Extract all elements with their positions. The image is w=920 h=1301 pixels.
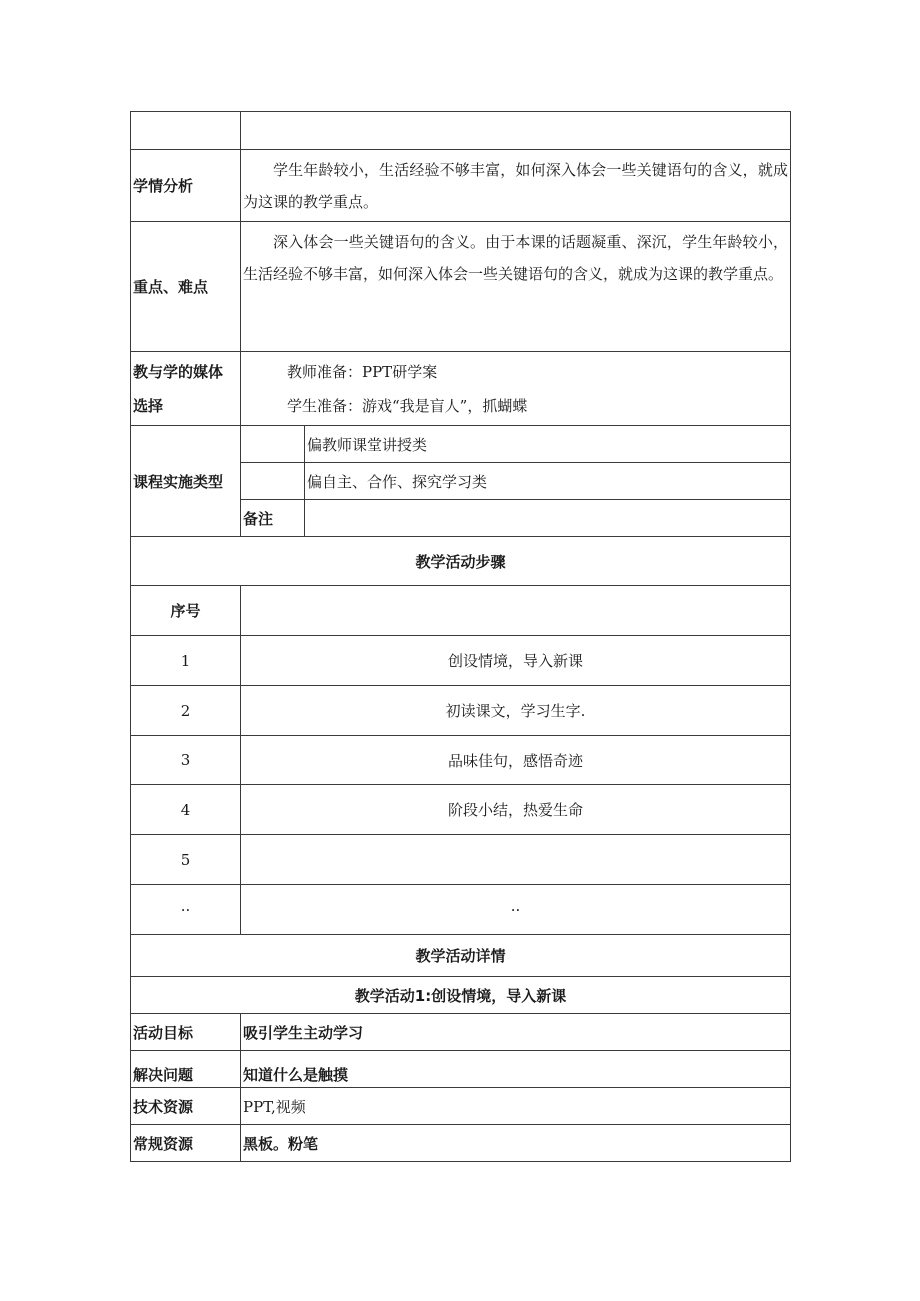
step-text: 创设情境，导入新课 [241,636,791,686]
detail-value: 黑板。粉笔 [241,1125,791,1162]
step-no: 4 [131,785,241,835]
media-teacher: 教师准备：PPT研学案 [287,362,438,381]
detail-value: 吸引学生主动学习 [241,1014,791,1051]
steps-header-content [241,586,791,636]
step-text [241,835,791,885]
media-label-line2: 选择 [133,396,164,415]
empty-top-row [131,112,791,150]
media-label-line1: 教与学的媒体 [133,362,224,381]
detail-label: 技术资源 [131,1088,241,1125]
activity-title-row [131,977,791,1014]
detail-label: 活动目标 [131,1014,241,1051]
media-content [241,352,791,426]
step-no: 1 [131,636,241,686]
step-row [131,736,791,785]
detail-row [131,1051,791,1088]
steps-title: 教学活动步骤 [131,537,791,586]
detail-row [131,1088,791,1125]
analysis-text: 学生年龄较小，生活经验不够丰富，如何深入体会一些关键语句的含义，就成为这课的教学重点。 [241,150,791,222]
course-type-option-1: 偏教师课堂讲授类 [305,426,791,463]
step-no: 3 [131,736,241,785]
key-points-row [131,222,791,352]
detail-row [131,1014,791,1051]
lesson-plan-document [130,111,790,1162]
key-points-label: 重点、难点 [131,222,241,352]
lesson-plan-table [130,111,791,1162]
step-text: 初读课文，学习生字. [241,686,791,736]
course-type-row-1 [131,426,791,463]
detail-label: 解决问题 [131,1051,241,1088]
step-no: 5 [131,835,241,885]
step-text: 品味佳句，感悟奇迹 [241,736,791,785]
course-type-label: 课程实施类型 [131,426,241,537]
analysis-row [131,150,791,222]
step-row [131,686,791,736]
media-student: 学生准备：游戏“我是盲人”，抓蝴蝶 [287,396,528,415]
step-text: ·· [241,885,791,935]
detail-row [131,1125,791,1162]
step-row [131,785,791,835]
step-row [131,636,791,686]
step-row [131,835,791,885]
media-label [131,352,241,426]
empty-content-cell [241,112,791,150]
course-type-note-label: 备注 [241,500,305,537]
course-type-note-value [305,500,791,537]
activity-title: 教学活动1:创设情境，导入新课 [131,977,791,1014]
steps-title-row [131,537,791,586]
empty-label-cell [131,112,241,150]
steps-header-no: 序号 [131,586,241,636]
details-title-row [131,935,791,977]
course-type-option-2: 偏自主、合作、探究学习类 [305,463,791,500]
step-no: ·· [131,885,241,935]
course-type-check-1 [241,426,305,463]
step-row [131,885,791,935]
steps-header-row [131,586,791,636]
step-text: 阶段小结，热爱生命 [241,785,791,835]
details-title: 教学活动详情 [131,935,791,977]
course-type-check-2 [241,463,305,500]
step-no: 2 [131,686,241,736]
detail-label: 常规资源 [131,1125,241,1162]
key-points-text: 深入体会一些关键语句的含义。由于本课的话题凝重、深沉，学生年龄较小，生活经验不够丰富，如何深入体会一些关键语句的含义，就成为这课的教学重点。 [241,222,791,352]
detail-value: PPT,视频 [241,1088,791,1125]
media-row [131,352,791,426]
analysis-label: 学情分析 [131,150,241,222]
detail-value: 知道什么是触摸 [241,1051,791,1088]
